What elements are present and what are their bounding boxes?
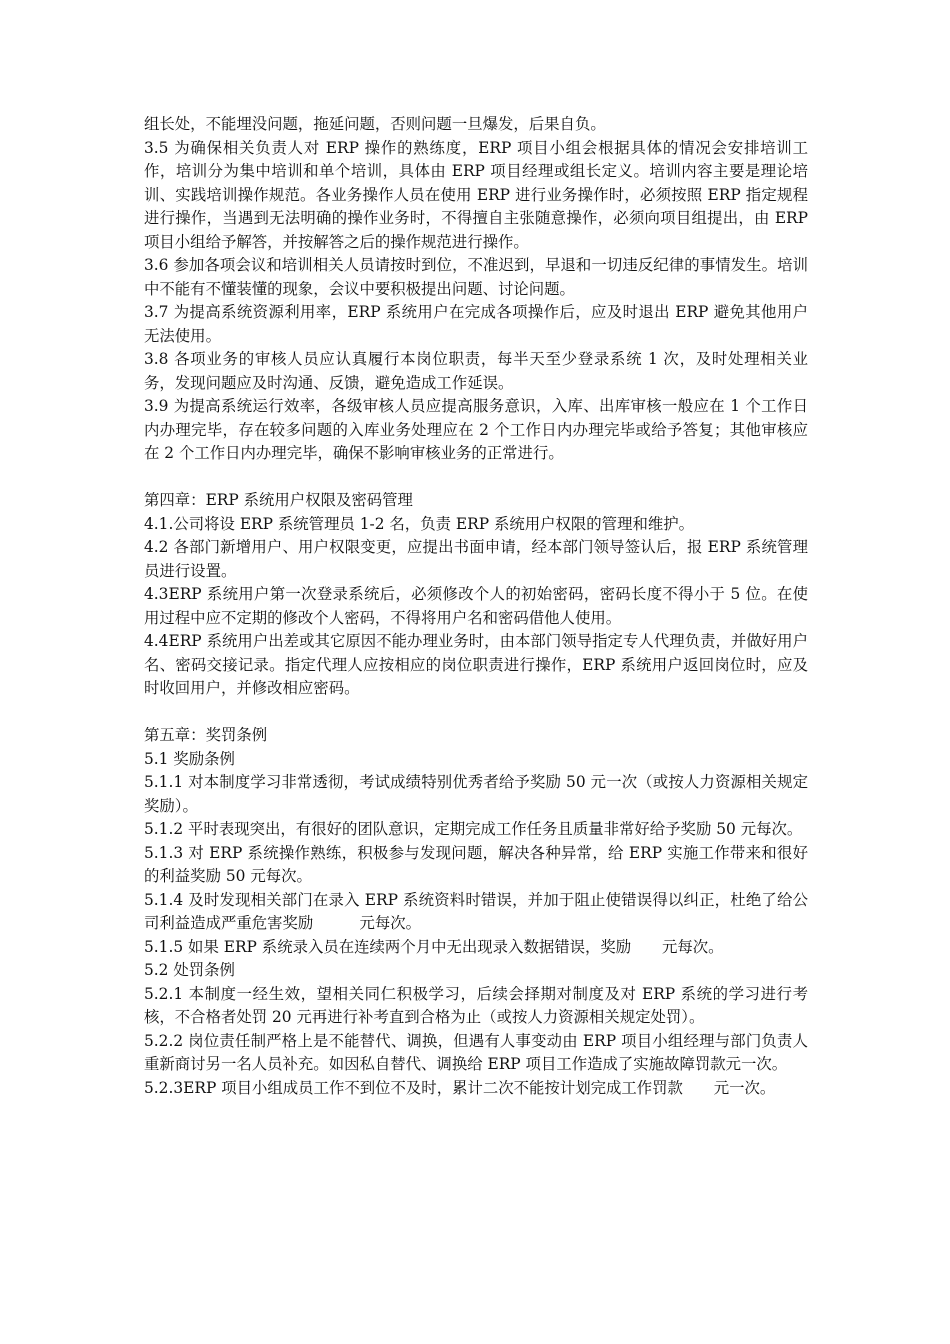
clause-3-8: 3.8 各项业务的审核人员应认真履行本岗位职责，每半天至少登录系统 1 次，及时处理相关业务，发现问题应及时沟通、反馈，避免造成工作延误。 <box>144 350 808 392</box>
clause-4-3: 4.3ERP 系统用户第一次登录系统后，必须修改个人的初始密码，密码长度不得小于 5 位。在使用过程中应不定期的修改个人密码，不得将用户名和密码借他人使用。 <box>144 585 808 627</box>
clause-3-9: 3.9 为提高系统运行效率，各级审核人员应提高服务意识，入库、出库审核一般应在 1 个工作日内办理完毕，存在较多问题的入库业务处理应在 2 个工作日内办理完毕或给予答复；其他审核应在 2 个工作日内办理完毕，确保不影响审核业务的正常进行。 <box>144 397 808 462</box>
clause-5-1-5: 5.1.5 如果 ERP 系统录入员在连续两个月中无出现录入数据错误，奖励 元每次。 <box>144 937 724 956</box>
clause-3-7: 3.7 为提高系统资源利用率，ERP 系统用户在完成各项操作后，应及时退出 ERP 避免其他用户无法使用。 <box>144 303 808 345</box>
clause-5-1-3: 5.1.3 对 ERP 系统操作熟练，积极参与发现问题，解决各种异常，给 ERP 实施工作带来和很好的利益奖励 50 元每次。 <box>144 843 808 885</box>
section-spacer <box>144 466 808 490</box>
reward-section-title: 5.1 奖励条例 <box>144 749 235 768</box>
clause-5-1-4: 5.1.4 及时发现相关部门在录入 ERP 系统资料时错误，并加于阻止使错误得以纠正，杜绝了给公司利益造成严重危害奖励 元每次。 <box>144 890 808 932</box>
document-page <box>144 113 808 1100</box>
clause-5-2-1: 5.2.1 本制度一经生效，望相关同仁积极学习，后续会择期对制度及对 ERP 系统的学习进行考核，不合格者处罚 20 元再进行补考直到合格为止（或按人力资源相关规定处罚）。 <box>144 984 808 1026</box>
chapter4-title: 第四章：ERP 系统用户权限及密码管理 <box>144 491 413 509</box>
clause-3-5: 3.5 为确保相关负责人对 ERP 操作的熟练度，ERP 项目小组会根据具体的情况会安排培训工作，培训分为集中培训和单个培训，具体由 ERP 项目经理或组长定义。培训内容主要是理论培训、实践培训操作规范。各业务操作人员在使用 ERP 进行业务操作时，必须按照 ERP 指定规程进行操作，当遇到无法明确的操作业务时，不得擅自主张随意操作，必须向项目组提出，由 ERP 项目小组给予解答，并按解答之后的操作规范进行操作。 <box>144 138 808 251</box>
clause-4-4: 4.4ERP 系统用户出差或其它原因不能办理业务时，由本部门领导指定专人代理负责，并做好用户名、密码交接记录。指定代理人应按相应的岗位职责进行操作，ERP 系统用户返回岗位时，应及时收回用户，并修改相应密码。 <box>144 632 808 697</box>
chapter3-paragraph: 组长处，不能埋没问题，拖延问题，否则问题一旦爆发，后果自负。 <box>144 115 606 133</box>
clause-4-2: 4.2 各部门新增用户、用户权限变更，应提出书面申请，经本部门领导签认后，报 ERP 系统管理员进行设置。 <box>144 538 808 580</box>
section-spacer <box>144 701 808 725</box>
clause-4-1: 4.1.公司将设 ERP 系统管理员 1-2 名，负责 ERP 系统用户权限的管理和维护。 <box>144 514 695 533</box>
penalty-section-title: 5.2 处罚条例 <box>144 961 235 979</box>
chapter5-title: 第五章：奖罚条例 <box>144 726 268 744</box>
clause-5-1-2: 5.1.2 平时表现突出，有很好的团队意识，定期完成工作任务且质量非常好给予奖励 50 元每次。 <box>144 820 803 838</box>
clause-3-6: 3.6 参加各项会议和培训相关人员请按时到位，不准迟到，早退和一切违反纪律的事情发生。培训中不能有不懂装懂的现象，会议中要积极提出问题、讨论问题。 <box>144 256 808 298</box>
clause-5-2-2: 5.2.2 岗位责任制严格上是不能替代、调换，但遇有人事变动由 ERP 项目小组经理与部门负责人重新商讨另一名人员补充。如因私自替代、调换给 ERP 项目工作造成了实施故障罚款元一次。 <box>144 1031 808 1073</box>
clause-5-1-1: 5.1.1 对本制度学习非常透彻，考试成绩特别优秀者给予奖励 50 元一次（或按人力资源相关规定奖励）。 <box>144 773 808 815</box>
clause-5-2-3: 5.2.3ERP 项目小组成员工作不到位不及时，累计二次不能按计划完成工作罚款 元一次。 <box>144 1078 776 1097</box>
